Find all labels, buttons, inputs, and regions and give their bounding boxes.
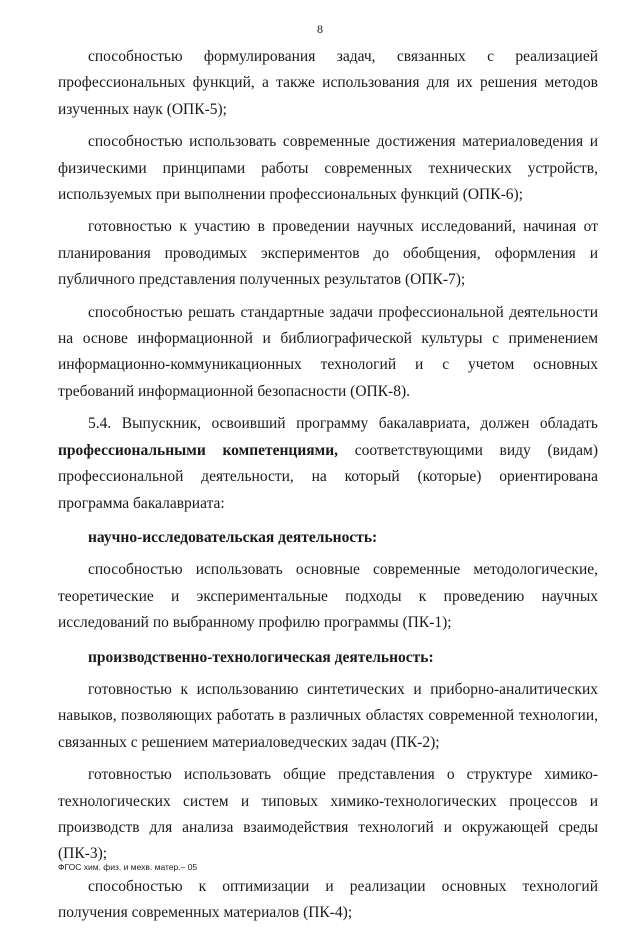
production-heading: производственно-технологическая деятельность: — [88, 648, 434, 666]
paragraph-opk-5: способностью формулирования задач, связанных с реализацией профессиональных функций, а также использования для их решения методов изученных наук (ОПК-5); — [58, 48, 598, 118]
page-number: 8 — [317, 22, 323, 36]
section-5-4-suffix: соответствующими виду (видам) профессиональной деятельности, на который (которые) ориентирована программа бакалавриата: — [58, 441, 598, 512]
paragraph-5-4 — [58, 411, 598, 517]
section-5-4-bold: профессиональными компетенциями, — [58, 441, 339, 459]
section-5-4-prefix: 5.4. Выпускник, освоивший программу бакалавриата, должен обладать — [88, 415, 598, 433]
paragraph-opk-8: способностью решать стандартные задачи профессиональной деятельности на основе информационной и библиографической культуры с применением информационно-коммуникационных технологий и с учетом основных требований информационной безопасности (ОПК-8). — [58, 303, 598, 400]
paragraph-pk-3: готовностью использовать общие представления о структуре химико-технологических систем и типовых химико-технологических процессов и производств для анализа взаимодействия технологий и окружающей среды (ПК-3); — [58, 766, 598, 863]
paragraph-pk-1: способностью использовать основные современные методологические, теоретические и экспериментальные подходы к проведению научных исследований по выбранному профилю программы (ПК-1); — [58, 561, 598, 632]
paragraph-opk-7: готовностью к участию в проведении научных исследований, начиная от планирования проводимых экспериментов до обобщения, оформления и публичного представления полученных результатов (ОПК-7); — [58, 218, 598, 289]
paragraph-pk-2: готовностью к использованию синтетических и приборно-аналитических навыков, позволяющих работать в различных областях современной технологии, связанных с решением материаловедческих задач (ПК-2); — [58, 680, 598, 751]
research-heading: научно-исследовательская деятельность: — [88, 528, 378, 546]
paragraph-opk-6: способностью использовать современные достижения материаловедения и физическими принципами работы современных технических устройств, используемых при выполнении профессиональных функций (ОПК-6); — [58, 133, 598, 204]
paragraph-pk-4: способностью к оптимизации и реализации основных технологий получения современных материалов (ПК-4); — [58, 877, 598, 922]
footer-note: ФГОС хим. физ. и мехв. матер.– 05 — [58, 862, 198, 872]
document-body — [58, 44, 598, 933]
